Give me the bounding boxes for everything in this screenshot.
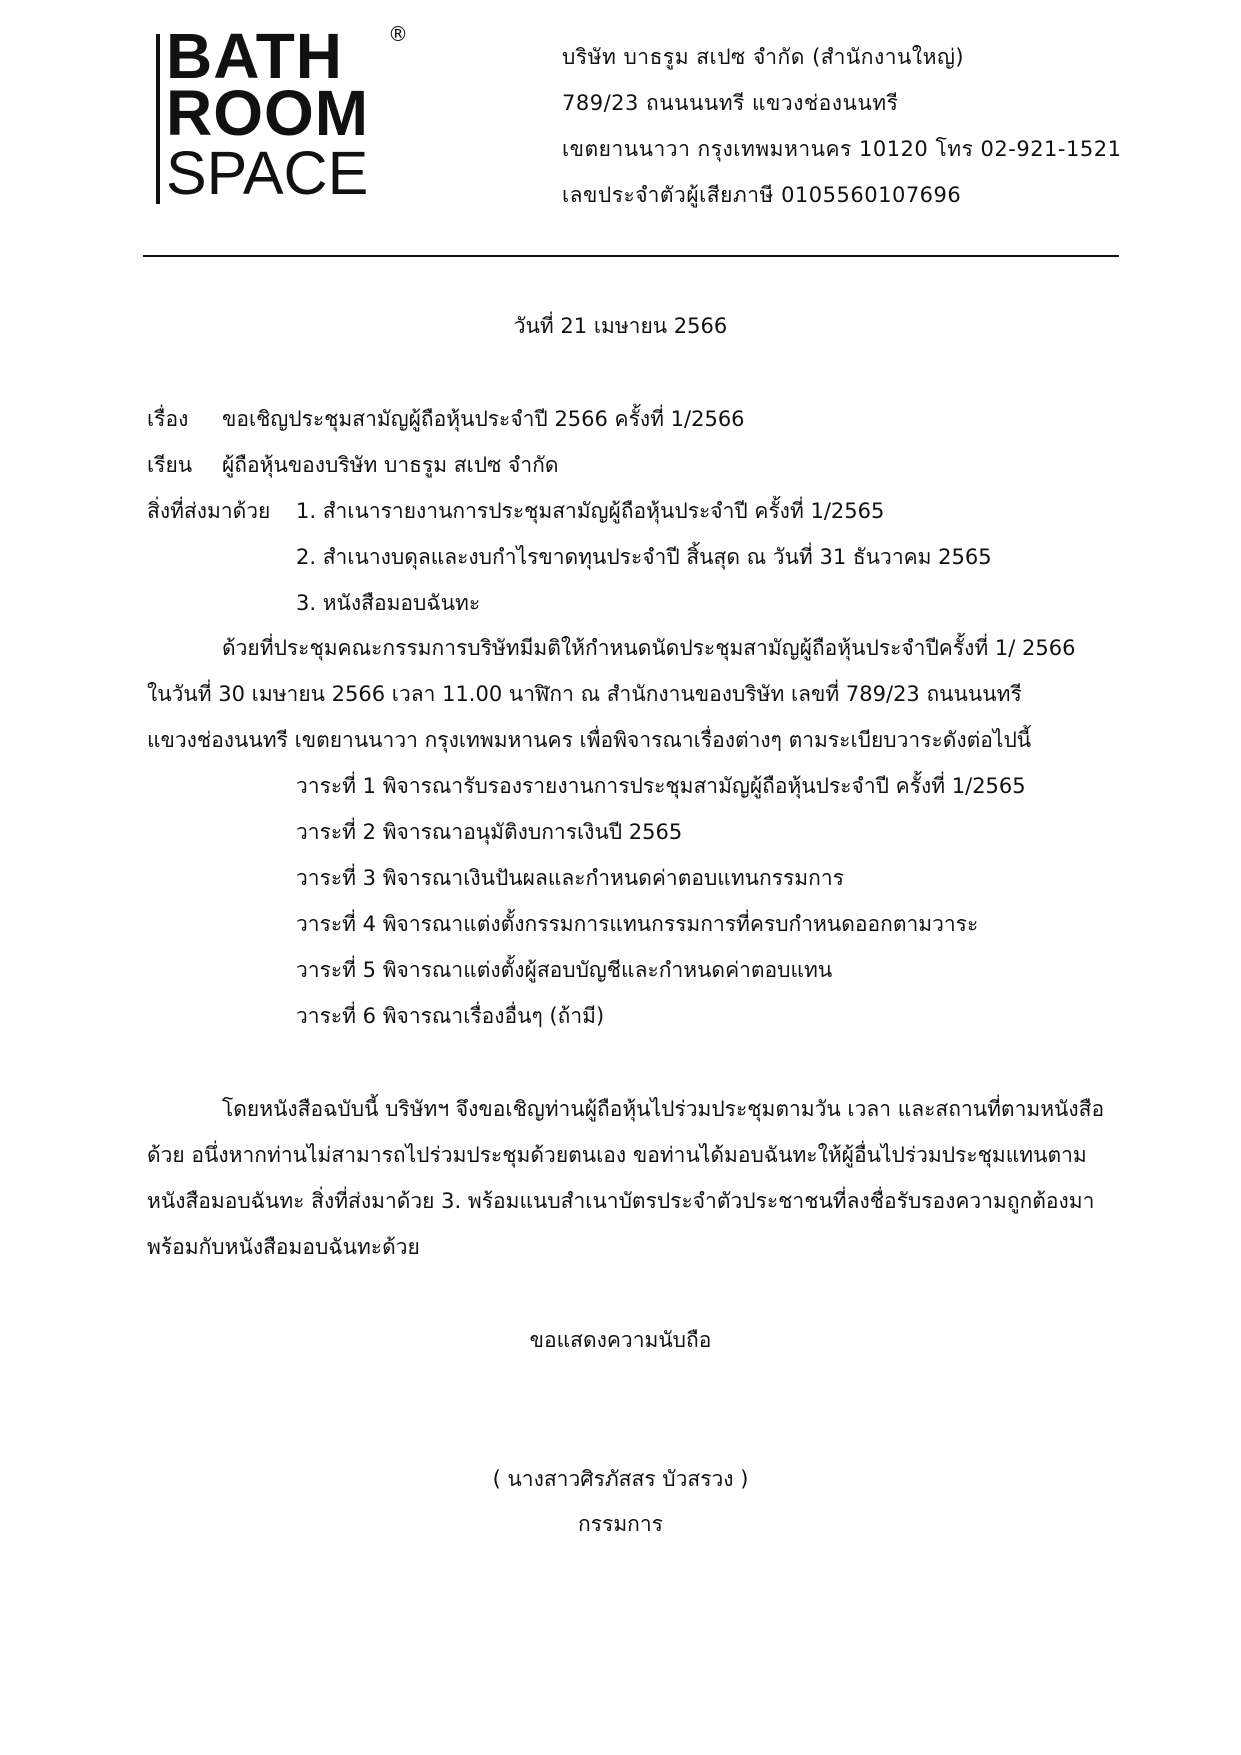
subject-label: เรื่อง — [147, 407, 189, 431]
agenda-item — [0, 908, 1241, 938]
agenda-item — [0, 770, 1241, 800]
paragraph-2-text: หนังสือมอบฉันทะ สิ่งที่ส่งมาด้วย 3. พร้อมแนบสำเนาบัตรประจำตัวประชาชนที่ลงชื่อรับรองความถูกต้องมา — [147, 1189, 1095, 1213]
paragraph-2-text: พร้อมกับหนังสือมอบฉันทะด้วย — [147, 1235, 420, 1259]
agenda-item-text: วาระที่ 6 พิจารณาเรื่องอื่นๆ (ถ้ามี) — [296, 1004, 605, 1028]
signatory-title: กรรมการ — [578, 1512, 663, 1536]
recipient-row — [0, 449, 1241, 479]
letter-date: วันที่ 21 เมษายน 2566 — [513, 314, 728, 338]
attachments-label: สิ่งที่ส่งมาด้วย — [147, 499, 271, 523]
agenda-item-text: วาระที่ 5 พิจารณาแต่งตั้งผู้สอบบัญชีและกำหนดค่าตอบแทน — [296, 958, 833, 982]
paragraph-2-line — [0, 1093, 1241, 1123]
paragraph-2-line — [0, 1231, 1241, 1261]
logo-line-bath: BATH — [166, 20, 343, 92]
company-address-line-1: 789/23 ถนนนนทรี แขวงช่องนนทรี — [562, 91, 899, 115]
recipient-label: เรียน — [147, 453, 193, 477]
logo-bar — [156, 34, 160, 204]
attachments-row — [0, 495, 1241, 525]
logo-line-room: ROOM — [166, 77, 370, 149]
agenda-item — [0, 954, 1241, 984]
agenda-item — [0, 1000, 1241, 1030]
agenda-item-text: วาระที่ 2 พิจารณาอนุมัติงบการเงินปี 2565 — [296, 820, 683, 844]
paragraph-2-line — [0, 1185, 1241, 1215]
attachments-row — [0, 541, 1241, 571]
paragraph-1-line — [0, 632, 1241, 662]
attachment-item: 3. หนังสือมอบฉันทะ — [296, 591, 481, 615]
paragraph-1-text: ในวันที่ 30 เมษายน 2566 เวลา 11.00 นาฬิกา ณ สำนักงานของบริษัท เลขที่ 789/23 ถนนนนทรี — [147, 682, 1022, 706]
paragraph-1-text: แขวงช่องนนทรี เขตยานนาวา กรุงเทพมหานคร เพื่อพิจารณาเรื่องต่างๆ ตามระเบียบวาระดังต่อไปนี้ — [147, 728, 1032, 752]
subject-value: ขอเชิญประชุมสามัญผู้ถือหุ้นประจำปี 2566 ครั้งที่ 1/2566 — [222, 407, 745, 431]
agenda-item — [0, 862, 1241, 892]
company-address-line-2: เขตยานนาวา กรุงเทพมหานคร 10120 โทร 02-921-1521 — [562, 137, 1122, 161]
paragraph-1-line — [0, 724, 1241, 754]
paragraph-2-text: โดยหนังสือฉบับนี้ บริษัทฯ จึงขอเชิญท่านผู้ถือหุ้นไปร่วมประชุมตามวัน เวลา และสถานที่ตามหนังสือ — [222, 1097, 1105, 1121]
attachment-item: 1. สำเนารายงานการประชุมสามัญผู้ถือหุ้นประจำปี ครั้งที่ 1/2565 — [296, 499, 885, 523]
attachment-item: 2. สำเนางบดุลและงบกำไรขาดทุนประจำปี สิ้นสุด ณ วันที่ 31 ธันวาคม 2565 — [296, 545, 992, 569]
subject-row — [0, 403, 1241, 433]
company-logo — [152, 20, 417, 208]
agenda-item-text: วาระที่ 3 พิจารณาเงินปันผลและกำหนดค่าตอบแทนกรรมการ — [296, 866, 844, 890]
signatory-name: ( นางสาวศิรภัสสร บัวสรวง ) — [492, 1467, 749, 1491]
paragraph-1-text: ด้วยที่ประชุมคณะกรรมการบริษัทมีมติให้กำหนดนัดประชุมสามัญผู้ถือหุ้นประจำปีครั้งที่ 1/ 2566 — [222, 636, 1076, 660]
company-tax-id: เลขประจำตัวผู้เสียภาษี 0105560107696 — [562, 183, 962, 207]
company-header — [562, 34, 1121, 218]
closing-phrase: ขอแสดงความนับถือ — [529, 1328, 712, 1352]
attachments-row — [0, 587, 1241, 617]
agenda-item — [0, 816, 1241, 846]
paragraph-1-line — [0, 678, 1241, 708]
logo-line-space: SPACE — [166, 139, 369, 207]
paragraph-2-text: ด้วย อนึ่งหากท่านไม่สามารถไปร่วมประชุมด้วยตนเอง ขอท่านได้มอบฉันทะให้ผู้อื่นไปร่วมประชุมแทนตาม — [147, 1143, 1087, 1167]
recipient-value: ผู้ถือหุ้นของบริษัท บาธรูม สเปซ จำกัด — [222, 453, 559, 477]
registered-mark-icon: ® — [388, 22, 408, 46]
header-divider — [143, 255, 1119, 257]
paragraph-2-line — [0, 1139, 1241, 1169]
agenda-item-text: วาระที่ 1 พิจารณารับรองรายงานการประชุมสามัญผู้ถือหุ้นประจำปี ครั้งที่ 1/2565 — [296, 774, 1026, 798]
agenda-item-text: วาระที่ 4 พิจารณาแต่งตั้งกรรมการแทนกรรมการที่ครบกำหนดออกตามวาระ — [296, 912, 979, 936]
company-name: บริษัท บาธรูม สเปซ จำกัด (สำนักงานใหญ่) — [562, 45, 965, 69]
